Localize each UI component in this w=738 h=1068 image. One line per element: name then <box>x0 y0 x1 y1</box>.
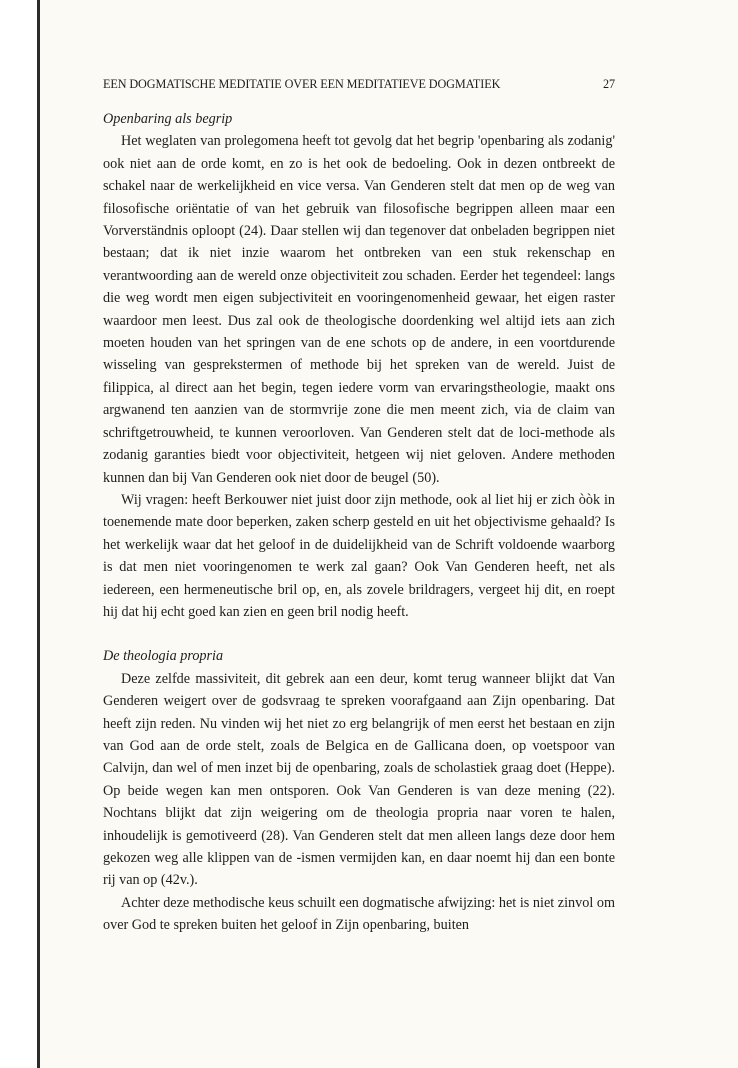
body-paragraph: Wij vragen: heeft Berkouwer niet juist door zijn methode, ook al liet hij er zich òòk in toenemende mate door beperken, zaken scherp gesteld en uit het objectivisme gehaald? Is het werkelijk waar dat het geloof in de duidelijkheid van de Schrift voldoende waarborg is dat men niet vooringenomen te werk zal gaan? Ook Van Genderen heeft, net als iedereen, een hermeneutische bril op, en, als zovele brildragers, vergeet hij dit, en roept hij dat hij echt goed kan zien en geen bril nodig heeft. <box>103 491 615 620</box>
body-paragraph: Achter deze methodische keus schuilt een dogmatische afwijzing: het is niet zinvol om over God te spreken buiten het geloof in Zijn openbaring, buiten <box>103 894 615 934</box>
running-header <box>103 76 615 92</box>
section-heading-theologia-propria: De theologia propria <box>103 648 224 665</box>
body-paragraph: Het weglaten van prolegomena heeft tot gevolg dat het begrip 'openbaring als zodanig' ook niet aan de orde komt, en zo is het ook de bedoeling. Ook in dezen ontbreekt de schakel naar de werkelijkheid en vice versa. Van Genderen stelt dat men op de weg van filosofische oriëntatie of van het gebruik van filosofische begrippen alleen maar een Vorverständnis oploopt (24). Daar stellen wij dan tegenover dat onbeladen begrippen niet bestaan; dat ik niet inzie waarom het ontbreken van een stuk rekenschap en verantwoording aan de wereld onze objectiviteit zou schaden. Eerder het tegendeel: langs die weg wordt men eigen subjectiviteit en vooringenomenheid gewaar, het eigen raster waardoor men leest. Dus zal ook de theologische doordenking wel altijd iets aan zich moeten houden van het springen van de ene schots op de andere, in een voortdurende wisseling van gesprekstermen of methode bij het spreken van de wereld. Juist de filippica, al direct aan het begin, tegen iedere vorm van ervaringstheologie, maakt ons argwanend ten aanzien van de stormvrije zone die men meent zich, via de claim van schriftgetrouwheid, te kunnen veroorloven. Van Genderen stelt dat de loci-methode als zodanig garanties biedt voor objectiviteit, hetgeen wij niet geloven. Andere methoden kunnen dan bij Van Genderen ook niet door de beugel (50). <box>103 133 615 486</box>
body-paragraph: Deze zelfde massiviteit, dit gebrek aan een deur, komt terug wanneer blijkt dat Van Genderen weigert over de godsvraag te spreken voorafgaand aan Zijn openbaring. Dat heeft zijn reden. Nu vinden wij het niet zo erg belangrijk of men eerst het bestaan en zijn van God aan de orde stelt, zoals de Belgica en de Gallicana doen, op voetspoor van Calvijn, dan wel of men inzet bij de openbaring, zoals de scholastiek graag doet (Heppe). Op beide wegen kan men ontsporen. Ook Van Genderen is van deze mening (22). Nochtans blijkt dat zijn weigering om de theologia propria naar voren te halen, inhoudelijk is gemotiveerd (28). Van Genderen stelt dat men alleen langs deze door hem gekozen weg alle klippen van de -ismen vermijden kan, en daar noemt hij dan een bonte rij van op (42v.). <box>103 670 615 889</box>
binding-shadow-line <box>37 0 40 1068</box>
section-heading-openbaring: Openbaring als begrip <box>103 111 233 127</box>
page-number: 27 <box>603 77 615 91</box>
page-content <box>103 76 615 937</box>
section-spacer <box>103 623 615 645</box>
running-header-title: EEN DOGMATISCHE MEDITATIE OVER EEN MEDITATIEVE DOGMATIEK <box>103 77 501 91</box>
page-margin-edge <box>0 0 40 1068</box>
